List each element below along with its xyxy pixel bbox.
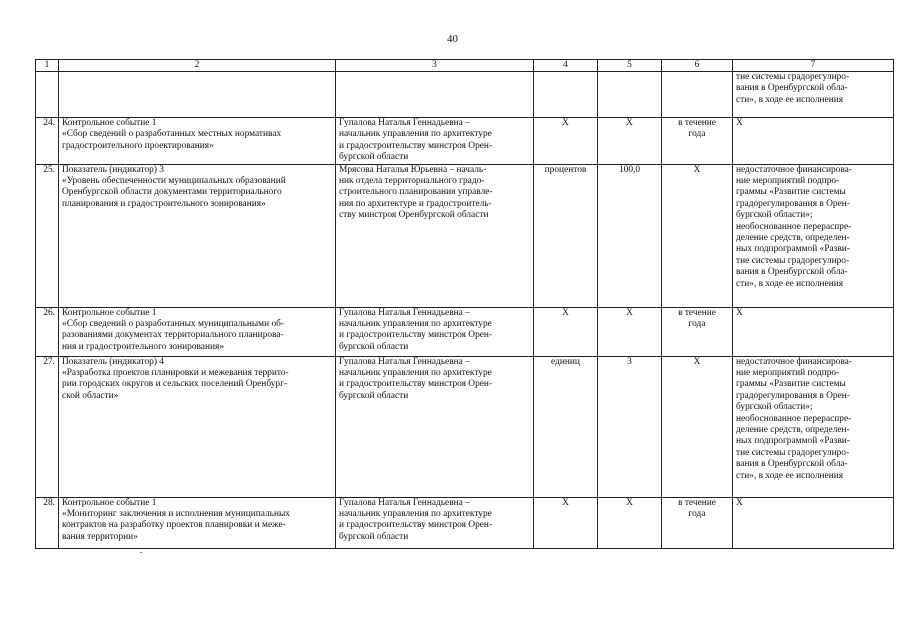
cell-name [59, 72, 336, 118]
cell-value: X [598, 118, 662, 165]
header-cell-7: 7 [733, 60, 894, 72]
cell-num: 26. [36, 307, 59, 356]
cell-responsible: Гупалова Наталья Геннадьевна – начальник управления по архитектуре и градостроительству минстроя Орен- бургской области [336, 118, 534, 165]
cell-num: 28. [36, 497, 59, 548]
cell-responsible: Гупалова Наталья Геннадьевна – начальник управления по архитектуре и градостроительству минстроя Орен- бургской области [336, 356, 534, 497]
cell-risks: недостаточное финансирова- ние мероприятий подпро- граммы «Развитие системы градорегулирования в Орен- бургской области»; необоснованное перераспре- деление средств, определен- ных подпрограммой «Разви- тие системы градорегулиро- вания в Оренбургской обла- сти», в ходе ее исполнения [733, 164, 894, 307]
scan-speck [140, 552, 142, 553]
cell-term: X [662, 356, 733, 497]
cell-num: 25. [36, 164, 59, 307]
cell-value: X [598, 307, 662, 356]
cell-num: 27. [36, 356, 59, 497]
cell-term: в течение года [662, 118, 733, 165]
cell-term [662, 72, 733, 118]
header-cell-2: 2 [59, 60, 336, 72]
cell-risks: недостаточное финансирова- ние мероприятий подпро- граммы «Развитие системы градорегулирования в Орен- бургской области»; необоснованное перераспре- деление средств, определен- ных подпрограммой «Разви- тие системы градорегулиро- вания в Оренбургской обла- сти», в ходе ее исполнения [733, 356, 894, 497]
cell-responsible: Гупалова Наталья Геннадьевна – начальник управления по архитектуре и градостроительству минстроя Орен- бургской области [336, 497, 534, 548]
page-number: 40 [447, 33, 458, 45]
cell-value: 3 [598, 356, 662, 497]
header-row [36, 60, 894, 72]
cell-name: Показатель (индикатор) 4 «Разработка проектов планировки и межевания террито- рии городских округов и сельских поселений Оренбург- ской области» [59, 356, 336, 497]
cell-name: Контрольное событие 1 «Сбор сведений о разработанных муниципальными об- разованиями документах территориального планирова- ния и градостроительного зонирования» [59, 307, 336, 356]
cell-name: Контрольное событие 1 «Сбор сведений о разработанных местных нормативах градостроительного проектирования» [59, 118, 336, 165]
cell-num: 24. [36, 118, 59, 165]
table-row [36, 356, 894, 497]
cell-term: в течение года [662, 307, 733, 356]
header-cell-5: 5 [598, 60, 662, 72]
cell-responsible: Гупалова Наталья Геннадьевна – начальник управления по архитектуре и градостроительству минстроя Орен- бургской области [336, 307, 534, 356]
header-cell-4: 4 [534, 60, 598, 72]
cell-unit: X [534, 307, 598, 356]
cell-term: в течение года [662, 497, 733, 548]
cell-unit: единиц [534, 356, 598, 497]
header-cell-6: 6 [662, 60, 733, 72]
header-cell-3: 3 [336, 60, 534, 72]
cell-name: Контрольное событие 1 «Мониторинг заключения и исполнения муниципальных контрактов на разработку проектов планировки и меже- вания территории» [59, 497, 336, 548]
plan-table [35, 59, 894, 549]
cell-risks: X [733, 118, 894, 165]
cell-risks: тие системы градорегулиро- вания в Оренбургской обла- сти», в ходе ее исполнения [733, 72, 894, 118]
header-cell-1: 1 [36, 60, 59, 72]
table-row-continuation [36, 72, 894, 118]
table-row [36, 497, 894, 548]
cell-value [598, 72, 662, 118]
cell-name: Показатель (индикатор) 3 «Уровень обеспеченности муниципальных образований Оренбургской области документами территориального планирования и градостроительного зонирования» [59, 164, 336, 307]
cell-unit: X [534, 118, 598, 165]
table-row [36, 164, 894, 307]
cell-unit: X [534, 497, 598, 548]
cell-risks: X [733, 497, 894, 548]
cell-responsible [336, 72, 534, 118]
cell-unit [534, 72, 598, 118]
cell-num [36, 72, 59, 118]
cell-value: 100,0 [598, 164, 662, 307]
cell-unit: процентов [534, 164, 598, 307]
cell-responsible: Мрясова Наталья Юрьевна – началь- ник отдела территориального градо- строительного планирования управле- ния по архитектуре и градостроитель- ству минстроя Оренбургской области [336, 164, 534, 307]
cell-risks: X [733, 307, 894, 356]
cell-value: X [598, 497, 662, 548]
cell-term: X [662, 164, 733, 307]
table-row [36, 307, 894, 356]
table-row [36, 118, 894, 165]
